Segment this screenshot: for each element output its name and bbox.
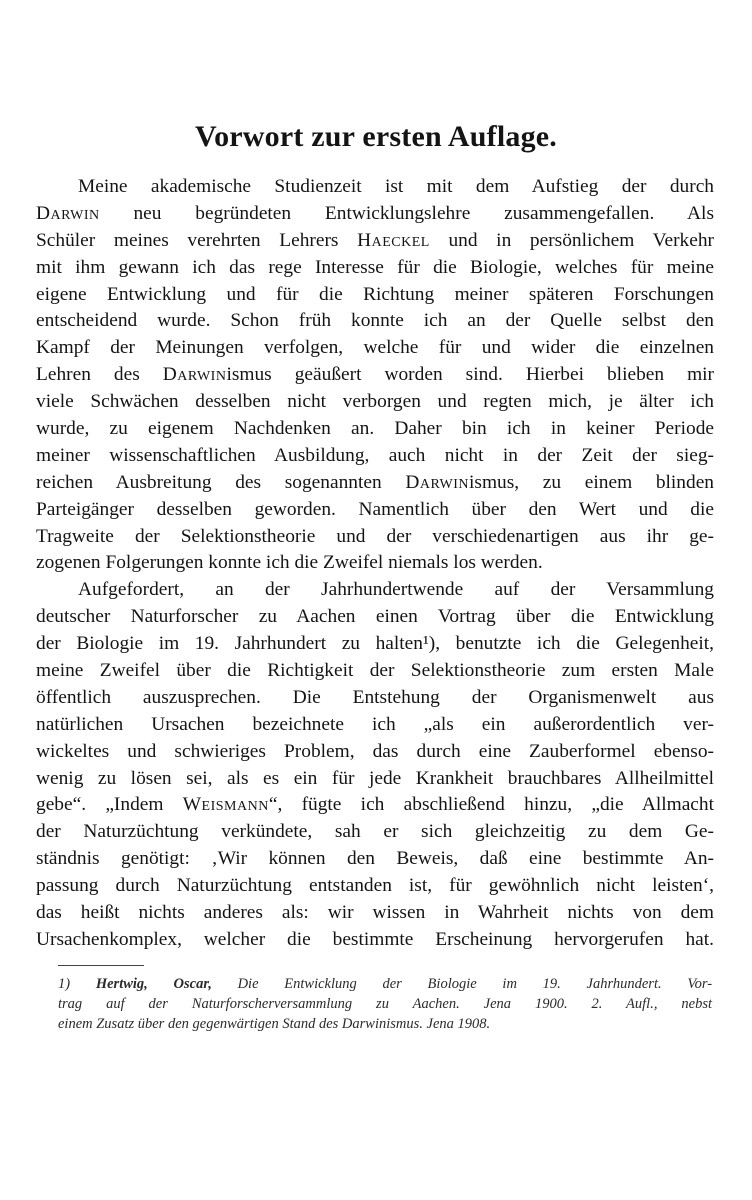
footnote-line: trag auf der Naturforscherversammlung zu Aachen. Jena 1900. 2. Aufl., nebst (58, 995, 712, 1012)
text-line: entscheidend wurde. Schon früh konnte ich an der Quelle selbst den (36, 310, 714, 332)
text-line: Darwin neu begründeten Entwicklungslehre zusammengefallen. Als (36, 202, 714, 224)
text-line: der Naturzüchtung verkündete, sah er sich gleichzeitig zu dem Ge- (36, 821, 714, 843)
footnote-marker: 1) (58, 976, 71, 992)
author-name: Darwin (405, 471, 470, 493)
text-line: meiner wissenschaftlichen Ausbildung, auch nicht in der Zeit der sieg- (36, 444, 714, 466)
text-line: wurde, zu eigenem Nachdenken an. Daher bin ich in keiner Periode (36, 418, 714, 440)
text-line: Lehren des Darwinismus geäußert worden sind. Hierbei blieben mir (36, 364, 714, 386)
text-line: meine Zweifel über die Richtigkeit der Selektionstheorie zum ersten Male (36, 660, 714, 682)
text-line: das heißt nichts anderes als: wir wissen in Wahrheit nichts von dem (36, 902, 714, 924)
author-name: Darwin (162, 364, 227, 386)
text-line: reichen Ausbreitung des sogenannten Darwinismus, zu einem blinden (36, 471, 714, 493)
footnote-line: einem Zusatz über den gegenwärtigen Stand des Darwinismus. Jena 1908. (58, 1015, 491, 1032)
text-line: wenig zu lösen sei, als es ein für jede Krankheit brauchbares Allheilmittel (36, 767, 714, 789)
footnote-text: Die Entwicklung der Biologie im 19. Jahrhundert. Vor- (237, 976, 713, 992)
text-line: mit ihm gewann ich das rege Interesse für die Biologie, welches für meine (36, 256, 714, 278)
text-line: der Biologie im 19. Jahrhundert zu halten¹), benutzte ich die Gelegenheit, (36, 633, 714, 655)
text-line: öffentlich auszusprechen. Die Entstehung der Organismenwelt aus (36, 686, 714, 708)
text-line: gebe“. „Indem Weismann“, fügte ich abschließend hinzu, „die Allmacht (36, 794, 714, 816)
footnote-author: Hertwig, Oscar, (95, 976, 212, 992)
author-name: Weismann (182, 794, 269, 816)
text-line: wickeltes und schwieriges Problem, das durch eine Zauberformel ebenso- (36, 740, 714, 762)
footnote-line (58, 975, 712, 995)
text-line: Aufgefordert, an der Jahrhundertwende auf der Versammlung (78, 579, 714, 601)
text-line: Ursachenkomplex, welcher die bestimmte Erscheinung hervorgerufen hat. (36, 928, 714, 950)
text-line: viele Schwächen desselben nicht verborgen und regten mich, je älter ich (36, 391, 714, 413)
text-line: deutscher Naturforscher zu Aachen einen Vortrag über die Entwicklung (36, 606, 714, 628)
preface-body (36, 174, 714, 954)
author-name: Haeckel (357, 229, 430, 251)
text-line: Kampf der Meinungen verfolgen, welche für und wider die einzelnen (36, 337, 714, 359)
footnote (58, 975, 712, 1034)
text-line: eigene Entwicklung und für die Richtung meiner späteren Forschungen (36, 283, 714, 305)
author-name: Darwin (36, 202, 100, 224)
footnote-divider (58, 965, 144, 966)
text-line: natürlichen Ursachen bezeichnete ich „als ein außerordentlich ver- (36, 713, 714, 735)
text-line: Tragweite der Selektionstheorie und der verschiedenartigen aus ihr ge- (36, 525, 714, 547)
text-line: zogenen Folgerungen konnte ich die Zweifel niemals los werden. (36, 552, 543, 574)
page-title: Vorwort zur ersten Auflage. (194, 120, 557, 153)
text-line: passung durch Naturzüchtung entstanden ist, für gewöhnlich nicht leisten‘, (36, 875, 714, 897)
text-line: Schüler meines verehrten Lehrers Haeckel und in persönlichem Verkehr (36, 229, 715, 251)
text-line: ständnis genötigt: ‚Wir können den Beweis, daß eine bestimmte An- (36, 848, 714, 870)
text-line: Meine akademische Studienzeit ist mit dem Aufstieg der durch (78, 176, 714, 197)
text-line: Parteigänger desselben geworden. Namentlich über den Wert und die (36, 498, 714, 520)
